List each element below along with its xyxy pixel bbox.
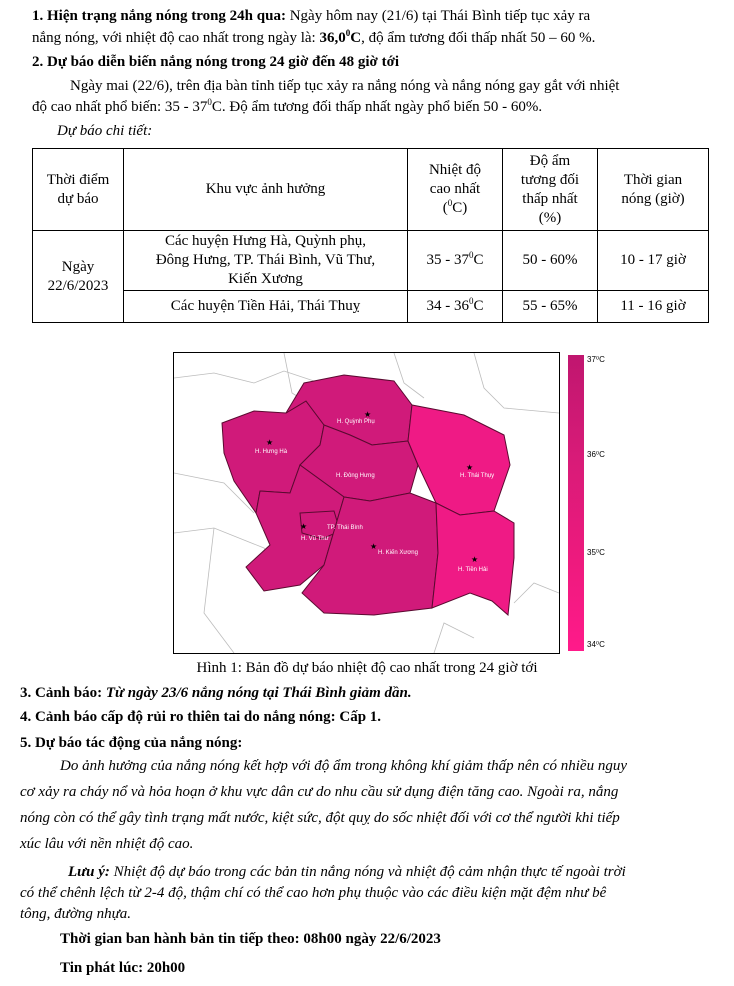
section-5-line: cơ xảy ra cháy nổ và hỏa hoạn ở khu vực dân cư do nhu cầu sử dụng điện tăng cao. Ngoài ra, nắng	[20, 784, 619, 800]
legend-label: 35⁰C	[587, 548, 605, 557]
temperature-legend-bar	[568, 355, 584, 651]
legend-label: 37⁰C	[587, 355, 605, 364]
humidity-cell: 50 - 60%	[503, 231, 598, 291]
map-label: TP. Thái Bình	[327, 525, 363, 531]
star-icon: ★	[364, 410, 372, 419]
header-humidity: Độ ẩm tương đối thấp nhất (%)	[503, 149, 598, 231]
star-icon: ★	[300, 522, 308, 531]
star-icon: ★	[466, 463, 474, 472]
section-5-line: xúc lâu với nền nhiệt độ cao.	[20, 836, 194, 852]
map-label: H. Tiền Hải	[458, 567, 488, 573]
header-duration: Thời gian nóng (giờ)	[598, 149, 709, 231]
area-cell: Các huyện Hưng Hà, Quỳnh phụ, Đông Hưng, TP. Thái Bình, Vũ Thư, Kiến Xương	[124, 231, 408, 291]
note-line-2: có thể chênh lệch từ 2-4 độ, thậm chí có thể cao hơn phụ thuộc vào các điều kiện mặt đệm như bê	[20, 885, 607, 901]
section-1-heading: 1. Hiện trạng nắng nóng trong 24h qua:	[32, 8, 286, 24]
map-label: H. Kiến Xương	[378, 550, 418, 556]
note-line-3: tông, đường nhựa.	[20, 906, 132, 922]
table-row	[33, 291, 709, 323]
section-3	[20, 683, 716, 703]
forecast-table	[32, 148, 709, 323]
note-label: Lưu ý:	[68, 864, 110, 880]
section-1-text-3: , độ ẩm tương đối thấp nhất 50 – 60 %.	[361, 30, 596, 46]
note-line-1: Lưu ý: Nhiệt độ dự báo trong các bản tin nắng nóng và nhiệt độ cảm nhận thực tế ngoài trời	[68, 864, 626, 880]
section-2-heading: 2. Dự báo diễn biến nắng nóng trong 24 giờ đến 48 giờ tới	[32, 54, 400, 70]
header-temp: Nhiệt độ cao nhất ($^0$C)	[408, 149, 503, 231]
temp-cell: $34 - 36^0C$	[408, 291, 503, 323]
section-1-line-2	[32, 28, 716, 48]
issued-time: Tin phát lúc: 20h00	[60, 960, 186, 976]
legend-label: 34⁰C	[587, 640, 605, 649]
section-1-text: Ngày hôm nay (21/6) tại Thái Bình tiếp tục xảy ra	[285, 8, 591, 24]
section-1-line-1	[32, 6, 716, 26]
header-time: Thời điểm dự báo	[33, 149, 124, 231]
duration-cell: 11 - 16 giờ	[598, 291, 709, 323]
section-3-text: Từ ngày 23/6 nắng nóng tại Thái Bình giảm dần.	[105, 685, 412, 701]
next-issue-time: Thời gian ban hành bản tin tiếp theo: 08h00 ngày 22/6/2023	[60, 931, 441, 947]
legend-label: 36⁰C	[587, 450, 605, 459]
detail-label: Dự báo chi tiết:	[57, 123, 153, 139]
table-row	[33, 231, 709, 291]
area-cell: Các huyện Tiền Hải, Thái Thuỵ	[124, 291, 408, 323]
province-map	[174, 353, 559, 653]
section-1-text-2: nắng nóng, với nhiệt độ cao nhất trong ngày là:	[32, 30, 320, 46]
temperature-map	[173, 352, 560, 654]
star-icon: ★	[266, 438, 274, 447]
map-label: H. Quỳnh Phụ	[337, 419, 375, 425]
section-5-heading: 5. Dự báo tác động của nắng nóng:	[20, 735, 243, 751]
section-5-line: Do ảnh hưởng của nắng nóng kết hợp với độ ẩm trong không khí giảm thấp nên có nhiều nguy	[60, 758, 627, 774]
table-header-row	[33, 149, 709, 231]
date-cell: Ngày 22/6/2023	[33, 231, 124, 323]
star-icon: ★	[471, 555, 479, 564]
section-2-para-line-2: độ cao nhất phổ biến: $35 - 37^0C$. Độ ẩm tương đối thấp nhất ngày phổ biến 50 - 60%.	[32, 97, 543, 115]
section-2-para-line-1: Ngày mai (22/6), trên địa bàn tỉnh tiếp tục xảy ra nắng nóng và nắng nóng gay gắt với nhiệt	[70, 78, 620, 94]
map-label: H. Vũ Thư	[301, 536, 329, 542]
map-label: H. Thái Thụy	[460, 473, 495, 479]
temp-cell: $35 - 37^0C$	[408, 231, 503, 291]
section-3-heading: 3. Cảnh báo:	[20, 685, 103, 701]
observed-max-temp: 36,0$^0$C	[319, 28, 362, 46]
star-icon: ★	[370, 542, 378, 551]
map-label: H. Hưng Hà	[255, 449, 288, 455]
section-4: 4. Cảnh báo cấp độ rủi ro thiên tai do nắng nóng: Cấp 1.	[20, 709, 382, 725]
map-caption: Hình 1: Bản đồ dự báo nhiệt độ cao nhất trong 24 giờ tới	[196, 660, 538, 676]
humidity-cell: 55 - 65%	[503, 291, 598, 323]
map-label: H. Đông Hưng	[336, 473, 375, 479]
header-area: Khu vực ảnh hưởng	[124, 149, 408, 231]
section-5-line: nóng còn có thể gây tình trạng mất nước, kiệt sức, đột quỵ do sốc nhiệt đối với cơ thể người khi tiếp	[20, 810, 620, 826]
duration-cell: 10 - 17 giờ	[598, 231, 709, 291]
